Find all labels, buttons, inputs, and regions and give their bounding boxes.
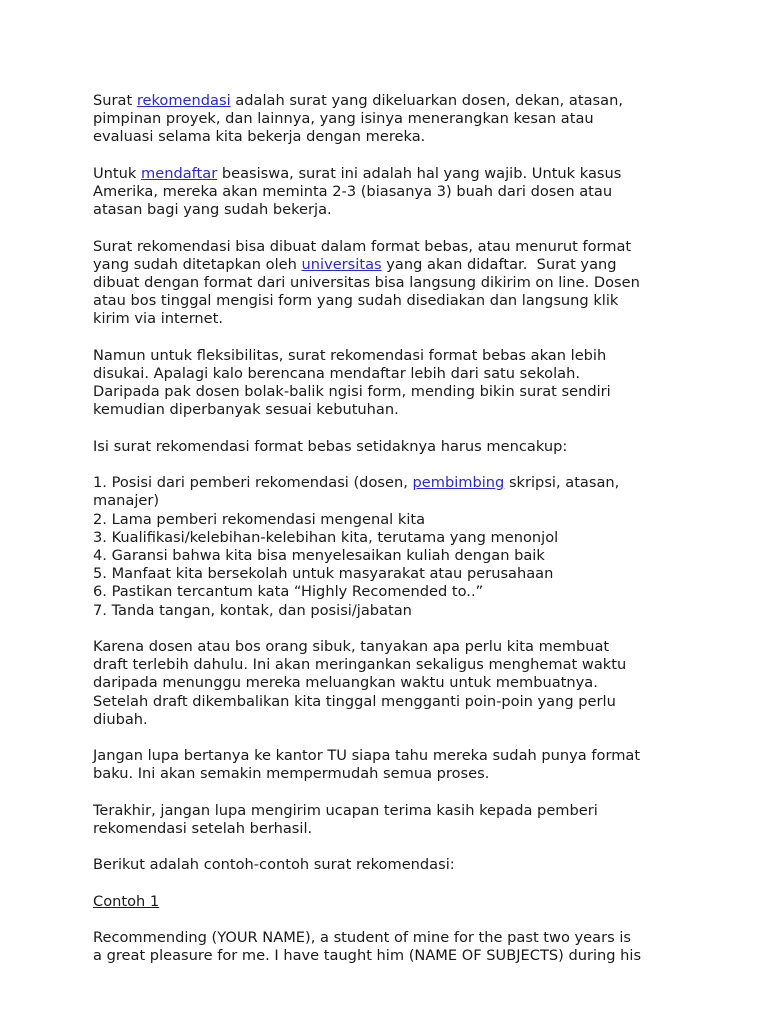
text-line: baku. Ini akan semakin mempermudah semua proses. [93,765,490,783]
paragraph-contents-intro [93,438,693,456]
text-line: Surat rekomendasi bisa dibuat dalam format bebas, atau menurut format [93,237,632,255]
text-span: Surat [93,92,137,109]
text-line: disukai. Apalagi kalo berencana mendaftar lebih dari satu sekolah. [93,365,580,382]
list-item-continuation: manajer) [93,492,160,510]
list-item: 3. Kualifikasi/kelebihan-kelebihan kita, terutama yang menonjol [93,528,559,546]
text-line: draft terlebih dahulu. Ini akan meringankan sekaligus menghemat waktu [93,656,627,674]
list-item: 5. Manfaat kita bersekolah untuk masyarakat atau perusahaan [93,565,554,583]
text-line: Karena dosen atau bos orang sibuk, tanyakan apa perlu kita membuat [93,638,610,655]
text-line: daripada menunggu mereka meluangkan waktu untuk membuatnya. [93,674,598,692]
text-line: Terakhir, jangan lupa mengirim ucapan terima kasih kepada pemberi [93,801,598,819]
text-line: rekomendasi setelah berhasil. [93,820,313,837]
text-line: kemudian diperbanyak sesuai kebutuhan. [93,401,399,419]
link-rekomendasi[interactable]: rekomendasi [136,92,231,109]
document-body [93,92,693,984]
text-line: atasan bagi yang sudah bekerja. [93,201,332,219]
paragraph-flexibility [93,347,693,420]
text-line: a great pleasure for me. I have taught him (NAME OF SUBJECTS) during his [93,947,642,965]
text-line: Setelah draft dikembalikan kita tinggal mengganti poin-poin yang perlu [93,692,616,710]
text-span: beasiswa, surat ini adalah hal yang wajib. Untuk kasus [217,164,622,182]
list-item: 6. Pastikan tercantum kata “Highly Recomended to..” [93,583,484,601]
text-line: Recommending (YOUR NAME), a student of mine for the past two years is [93,929,631,947]
text-span: yang sudah ditetapkan oleh [93,255,302,273]
text-line: diubah. [93,710,148,728]
text-line: Isi surat rekomendasi format bebas setidaknya harus mencakup: [93,437,568,455]
text-line: Amerika, mereka akan meminta 2-3 (biasanya 3) buah dari dosen atau [93,183,613,200]
text-line: Namun untuk fleksibilitas, surat rekomendasi format bebas akan lebih [93,346,607,364]
numbered-list [93,474,693,620]
text-span: adalah surat yang dikeluarkan dosen, dekan, atasan, [230,92,623,109]
text-line: pimpinan proyek, dan lainnya, yang isinya menerangkan kesan atau [93,110,594,128]
text-line: kirim via internet. [93,310,224,328]
paragraph-example-letter [93,929,693,965]
example-heading: Contoh 1 [93,892,160,910]
paragraph-definition [93,92,693,147]
link-pembimbing[interactable]: pembimbing [412,474,505,492]
text-line [93,92,693,110]
text-line: Daripada pak dosen bolak-balik ngisi form, mending bikin surat sendiri [93,383,611,401]
paragraph-thanks [93,802,693,838]
text-line: evaluasi selama kita bekerja dengan mereka. [93,128,426,146]
link-universitas[interactable]: universitas [301,255,382,273]
list-item [93,474,693,492]
link-mendaftar[interactable]: mendaftar [141,164,218,182]
example-heading-block [93,893,693,911]
paragraph-draft [93,638,693,729]
text-span: 1. Posisi dari pemberi rekomendasi (dosen, [93,474,413,492]
paragraph-tu-office [93,747,693,783]
text-line [93,165,693,183]
paragraph-format [93,238,693,329]
text-line [93,256,693,274]
paragraph-scholarship [93,165,693,220]
list-item: 2. Lama pemberi rekomendasi mengenal kita [93,510,426,528]
list-item: 4. Garansi bahwa kita bisa menyelesaikan kuliah dengan baik [93,547,545,564]
text-line: dibuat dengan format dari universitas bisa langsung dikirim on line. Dosen [93,274,640,291]
text-line: Berikut adalah contoh-contoh surat rekomendasi: [93,856,455,874]
text-span: Untuk [93,164,141,182]
text-line: Jangan lupa bertanya ke kantor TU siapa tahu mereka sudah punya format [93,747,641,765]
text-span: skripsi, atasan, [504,474,620,492]
text-span: yang akan didaftar. Surat yang [381,255,617,273]
text-line: atau bos tinggal mengisi form yang sudah disediakan dan langsung klik [93,292,619,310]
paragraph-examples-intro [93,856,693,874]
list-item: 7. Tanda tangan, kontak, dan posisi/jabatan [93,601,412,619]
